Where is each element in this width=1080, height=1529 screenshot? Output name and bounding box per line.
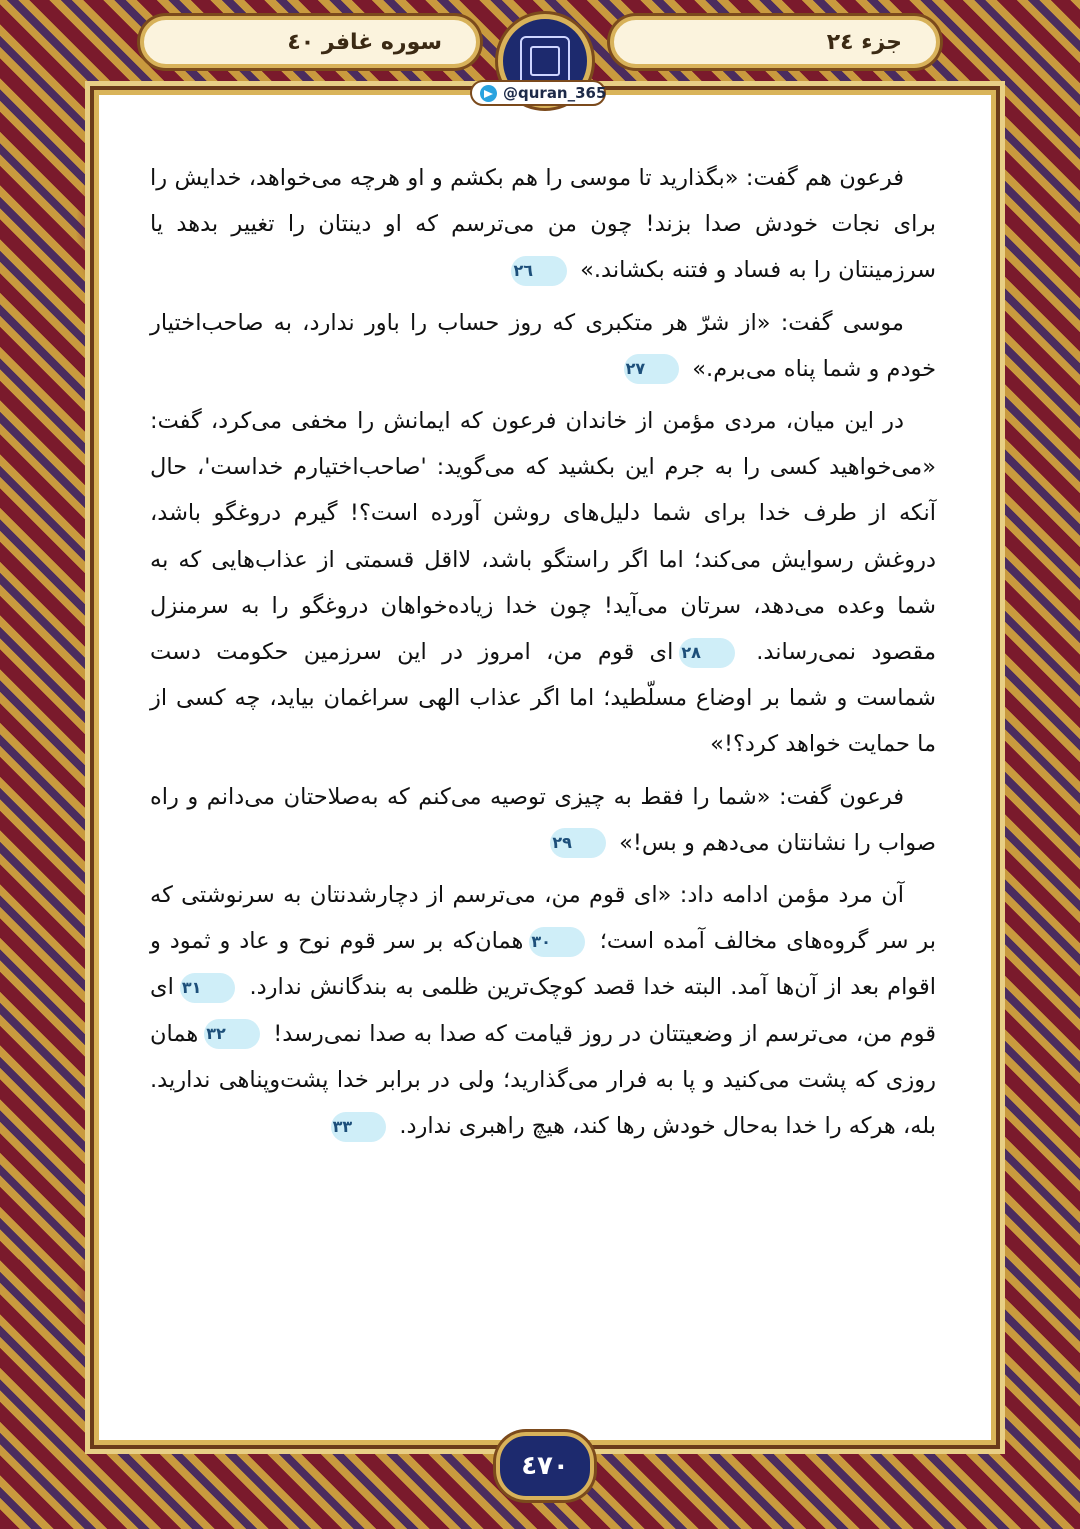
juz-label-oval — [610, 16, 940, 68]
telegram-icon — [480, 85, 497, 102]
paragraph — [150, 398, 936, 768]
ayah-number-marker: ٣١ — [180, 973, 236, 1003]
channel-handle[interactable] — [470, 80, 606, 106]
ayah-number-marker: ٣٣ — [331, 1112, 387, 1142]
verse-text: در این میان، مردی مؤمن از خاندان فرعون که ایمانش را مخفی می‌کرد، گفت: «می‌خواهید کسی را به جرم این بکشید که می‌گوید: 'صاحب‌اختیارم خداست'، حال آنکه از طرف خدا برای شما دلیل‌های روشن آورده است؟! گیرم دروغگو باشد، دروغش رسوایش می‌کند؛ اما اگر راستگو باشد، لااقل قسمتی از عذاب‌هایی که به شما وعده می‌دهد، سرتان می‌آید! چون خدا زیاده‌خواهان دروغگو را به سرمنزل مقصود نمی‌رساند. — [150, 408, 936, 666]
paragraph — [150, 300, 936, 392]
paragraph — [150, 155, 936, 294]
verse-text: ای قوم من، می‌ترسم از وضعیتتان در روز قیامت که صدا به صدا نمی‌رسد! — [150, 974, 936, 1047]
verse-text: ای قوم من، امروز در این سرزمین حکومت دست شماست و شما بر اوضاع مسلّطید؛ اما اگر عذاب الهی سراغمان بیاید، چه کسی از ما حمایت خواهد کرد؟!» — [150, 639, 936, 758]
ayah-number-marker: ٢٦ — [511, 256, 567, 286]
verse-text: همان روزی که پشت می‌کنید و پا به فرار می‌گذارید؛ ولی در برابر خدا پشت‌وپناهی ندارید. بله، هرکه را خدا به‌حال خودش رها کند، هیچ راهبری ندارد. — [150, 1020, 936, 1140]
paragraph — [150, 872, 936, 1149]
ayah-number-marker: ٢٧ — [624, 354, 680, 384]
juz-label: جزء ٢٤ — [826, 29, 902, 55]
surah-label: سوره غافر ٤٠ — [287, 29, 442, 55]
ayah-number-marker: ٣٠ — [529, 927, 585, 957]
paragraph — [150, 774, 936, 866]
verse-text: آن مرد مؤمن ادامه داد: «ای قوم من، می‌ترسم از دچارشدنتان به سرنوشتی که بر سر گروه‌های مخالف آمده است؛ — [150, 882, 936, 955]
ayah-number-marker: ٢٨ — [679, 638, 735, 668]
channel-handle-text: @quran_365 — [503, 84, 607, 102]
ayah-number-marker: ٢٩ — [550, 828, 606, 858]
verse-text: فرعون هم گفت: «بگذارید تا موسی را هم بکشم و او هرچه می‌خواهد، خدایش را برای نجات خودش صدا بزند! چون من می‌ترسم که او دینتان را تغییر بدهد یا سرزمینتان را به فساد و فتنه بکشاند.» — [150, 165, 936, 284]
verse-text: موسی گفت: «از شرّ هر متکبری که روز حساب را باور ندارد، به صاحب‌اختیار خودم و شما پناه می‌برم.» — [150, 309, 936, 382]
page-number-text: ٤٧٠ — [521, 1451, 569, 1481]
translation-text — [150, 155, 936, 1155]
ayah-number-marker: ٣٢ — [204, 1019, 260, 1049]
surah-label-oval — [140, 16, 480, 68]
verse-text: فرعون گفت: «شما را فقط به چیزی توصیه می‌کنم که به‌صلاحتان می‌دانم و راه صواب را نشانتان می‌دهم و بس!» — [150, 783, 936, 856]
page-number — [496, 1432, 594, 1500]
verse-text: همان‌که بر سر قوم نوح و عاد و ثمود و اقوام بعد از آن‌ها آمد. البته خدا قصد کوچک‌ترین ظلمی به بندگانش ندارد. — [150, 928, 936, 1001]
